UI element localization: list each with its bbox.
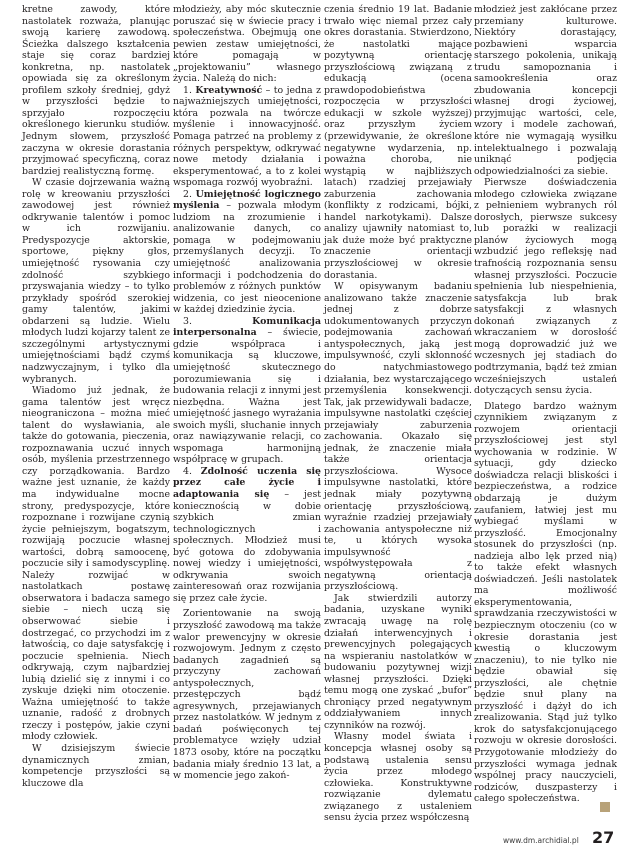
paragraph: Zorientowanie na swoją przyszłość zawodową ma także walor prewencyjny w okresie rozwojowym. Jednym z często badanych zagadnień są przyczyny zachowań antyspołecznych, przestępczych bądź agresywnych, przejawianych przez nastolatków. W jednym z badań poświęconych tej problematyce wzięły udział 1873 osoby, które na początku badania miały średnio 13 lat, a w momencie jego zakoń- [173, 608, 321, 782]
list-item-text: – jest koniecznością w dobie szybkich zmian technologicznych i społecznych. Młodzież musi być gotowa do zdobywania nowej wiedzy i umiejętności, odkrywania swoich zainteresowań oraz rozwijania się przez całe życie. [173, 488, 322, 604]
footer-url: www.dm.archidial.pl [503, 836, 579, 845]
paragraph: czenia średnio 19 lat. Badanie trwało więc niemal przez cały okres dorastania. Stwierdzono, że nastolatki mające pozytywną orientację przyszłościową związaną z edukacją (ocena prawdopodobieństwa rozpoczęcia w przyszłości edukacji w szkole wyższej) oraz przyszłym życiem (przewidywanie, że określone negatywne wydarzenia, np. poważna choroba, nie wystąpią w najbliższych latach) rzadziej przejawiały zaburzenia zachowania (konflikty z rodzicami, bójki, handel narkotykami). Dalsze analizy ujawniły natomiast to, jak duże może być praktyczne znaczenie orientacji przyszłościowej w okresie dorastania. [324, 4, 472, 281]
list-item [173, 466, 321, 605]
end-of-article-marker [600, 802, 610, 812]
list-item-text: – świecie, gdzie współpraca i komunikacja są kluczowe, umiejętność skutecznego porozumiewania się i budowania relacji z innymi jest niezbędna. Ważna jest umiejętność jasnego wyrażania swoich myśli, słuchanie innych oraz nawiązywanie relacji, co wspomaga harmonijną współpracę w grupach. [173, 327, 321, 466]
paragraph: Jak stwierdzili autorzy badania, uzyskane wyniki zwracają uwagę na rolę działań interwencyjnych i prewencyjnych polegających na wspieraniu nastolatków w budowaniu pozytywnej wizji własnej przyszłości. Dzięki temu mogą one zyskać „bufor” chroniący przed negatywnym oddziaływaniem innych czynników na rozwój. [324, 592, 472, 731]
paragraph: kretne zawody, które nastolatek rozważa, planując swoją karierę zawodową. Ścieżka dalszego kształcenia staje się coraz bardziej konkretna, np. nastolatek opowiada się za określonym profilem szkoły średniej, gdyż w przyszłości będzie to sprzyjało rozpoczęciu określonego kierunku studiów. Jednym słowem, przyszłość zaczyna w okresie dorastania przyjmować specyficzną, coraz bardziej realistyczną formę. [22, 4, 170, 177]
list-number: 1. [183, 84, 192, 96]
list-number: 4. [183, 465, 192, 477]
text-column-2 [173, 4, 321, 782]
paragraph: młodzieży, aby móc skutecznie poruszać się w świecie pracy i społeczeństwa. Obejmują one pewien zestaw umiejętności, które pomagają w „projektowaniu” własnego życia. Należą do nich: [173, 4, 321, 85]
text-column-3 [324, 4, 472, 824]
list-item-text: – pozwala młodym ludziom na zrozumienie i analizowanie danych, co pomaga w podejmowaniu przemyślanych decyzji. To umiejętność analizowania informacji i podchodzenia do problemów z różnych punktów widzenia, co jest nieocenione w każdej dziedzinie życia. [173, 200, 321, 316]
paragraph: W dzisiejszym świecie dynamicznych zmian, kompetencje przyszłości są kluczowe dla [22, 743, 170, 789]
list-item [173, 85, 321, 189]
list-item-title: Zdolność uczenia się przez całe życie i adaptowania się [173, 465, 321, 500]
list-item [173, 189, 321, 316]
list-item [173, 316, 321, 466]
list-item-title: Kreatywność [195, 84, 263, 96]
list-number: 3. [183, 315, 192, 327]
paragraph: W czasie dojrzewania ważną rolę w kreowaniu przyszłości zawodowej jest również odkrywanie talentów i pomoc w ich rozwijaniu. Predyspozycje aktorskie, sportowe, piękny głos, umiejętność rysowania czy zdolność szybkiego przyswajania wiedzy – to tylko przykłady spośród szerokiej gamy talentów, jakimi obdarzeni są ludzie. Wielu młodych ludzi kojarzy talent ze szczególnymi artystycznymi umiejętnościami bądź czymś nadzwyczajnym, i tylko dla wybranych. [22, 177, 170, 385]
page-footer [0, 826, 640, 850]
paragraph: W opisywanym badaniu analizowano także znaczenie jednej z dobrze udokumentowanych przyczyn podejmowania zachowań antyspołecznych, jaką jest impulsywność, czyli skłonność do natychmiastowego działania, bez wystarczającego przemyślenia konsekwencji. Tak, jak przewidywali badacze, impulsywne nastolatki częściej przejawiały zaburzenia zachowania. Okazało się jednak, że znaczenie miała także orientacja przyszłościowa. Wysoce impulsywne nastolatki, które jednak miały pozytywną orientację przyszłościową, wyraźnie rzadziej przejawiały zachowania antyspołeczne niż te, u których wysoka impulsywność współwystępowała z negatywną orientacją przyszłościową. [324, 281, 472, 593]
text-column-4 [474, 4, 617, 805]
text-column-1 [22, 4, 170, 789]
paragraph: Własny model świata i koncepcja własnej osoby są podstawą ustalenia sensu życia przez młodego człowieka. Konstruktywne rozwiązanie dylematu związanego z ustaleniem sensu życia przez współczesną [324, 731, 472, 824]
list-item-title: Umiejętność logicznego myślenia [173, 188, 321, 212]
paragraph: Pierwsze doświadczenia młodego człowieka związane z pełnieniem wybranych ról dorosłych, pierwsze sukcesy lub porażki w realizacji planów życiowych mogą wzbudzić jego refleksję nad trafnością rozpoznania sensu własnej przyszłości. Poczucie spełnienia lub niespełnienia, satysfakcja lub brak satysfakcji z własnych dokonań związanych z wkraczaniem w dorosłość mogą doprowadzić już we wczesnych jej stadiach do podtrzymania, bądź też zmian wcześniejszych ustaleń dotyczących sensu życia. [474, 177, 617, 397]
paragraph: młodzież jest zakłócane przez przemiany kulturowe. Niektóry dorastający, pozbawieni wsparcia starszego pokolenia, unikają trudu samopoznania i samookreślenia oraz zbudowania koncepcji własnej drogi życiowej, przyjmując wartości, cele, wzory i modele zachowań, które nie wymagają wysiłku intelektualnego i pozwalają uniknąć podjęcia odpowiedzialności za siebie. [474, 4, 617, 177]
paragraph: Wiadomo już jednak, że gama talentów jest wręcz nieograniczona – można mieć talent do wysławiania, ale także do gotowania, pieczenia, rozpoznawania uczuć innych osób, myślenia przestrzennego czy porządkowania. Bardzo ważne jest uznanie, że każdy ma indywidualne mocne strony, predyspozycje, które rozpoznane i rozwijane czynią życie pełniejszym, bogatszym, rozwijają poczucie własnej wartości, dobrą samoocenę, poczucie siły i samodyscyplinę. Należy rozwijać w nastolatkach postawę obserwatora i badacza samego siebie – niech uczą się obserwować siebie i dostrzegać, co przychodzi im z łatwością, co daje satysfakcję i poczucie spełnienia. Niech odkrywają, czym najbardziej lubią dzielić się z innymi i co zyskuje dzięki nim otoczenie. Ważna umiejętność to także uznanie, radość z drobnych rzeczy i postępów, jakie czyni młody człowiek. [22, 385, 170, 743]
paragraph: Dlatego bardzo ważnym czynnikiem związanym z rozwojem orientacji przyszłościowej jest styl wychowania w rodzinie. W sytuacji, gdy dziecko doświadcza relacji bliskości i bezpieczeństwa, a rodzice obdarzają je dużym zaufaniem, łatwiej jest mu wybiegać myślami w przyszłość. Emocjonalny stosunek do przyszłości (np. nadzieja albo lęk przed nią) to także efekt własnych doświadczeń. Jeśli nastolatek ma możliwość eksperymentowania, sprawdzania rzeczywistości w bezpiecznym otoczeniu (co w okresie dorastania jest kwestią o kluczowym znaczeniu), to nie tylko nie będzie obawiał się przyszłości, ale chętnie będzie snuł plany na przyszłość i dążył do ich zrealizowania. Stąd już tylko krok do satysfakcjonującego rozwoju w okresie dorosłości. Przygotowanie młodzieży do przyszłości wymaga jednak wspólnej pracy nauczycieli, rodziców, duszpasterzy i całego społeczeństwa. [474, 400, 617, 805]
list-item-title: Komunikacja interpersonalna [173, 315, 321, 339]
list-number: 2. [183, 188, 192, 200]
list-item-text: – to jedna z najważniejszych umiejętności, która pozwala na twórcze myślenie i innowacyjność. Pomaga patrzeć na problemy z różnych perspektyw, odkrywać nowe metody działania i eksperymentować, a to z kolei wspomaga rozwój wyobraźni. [173, 84, 321, 189]
competencies-list [173, 85, 321, 605]
page-number: 27 [592, 828, 615, 847]
